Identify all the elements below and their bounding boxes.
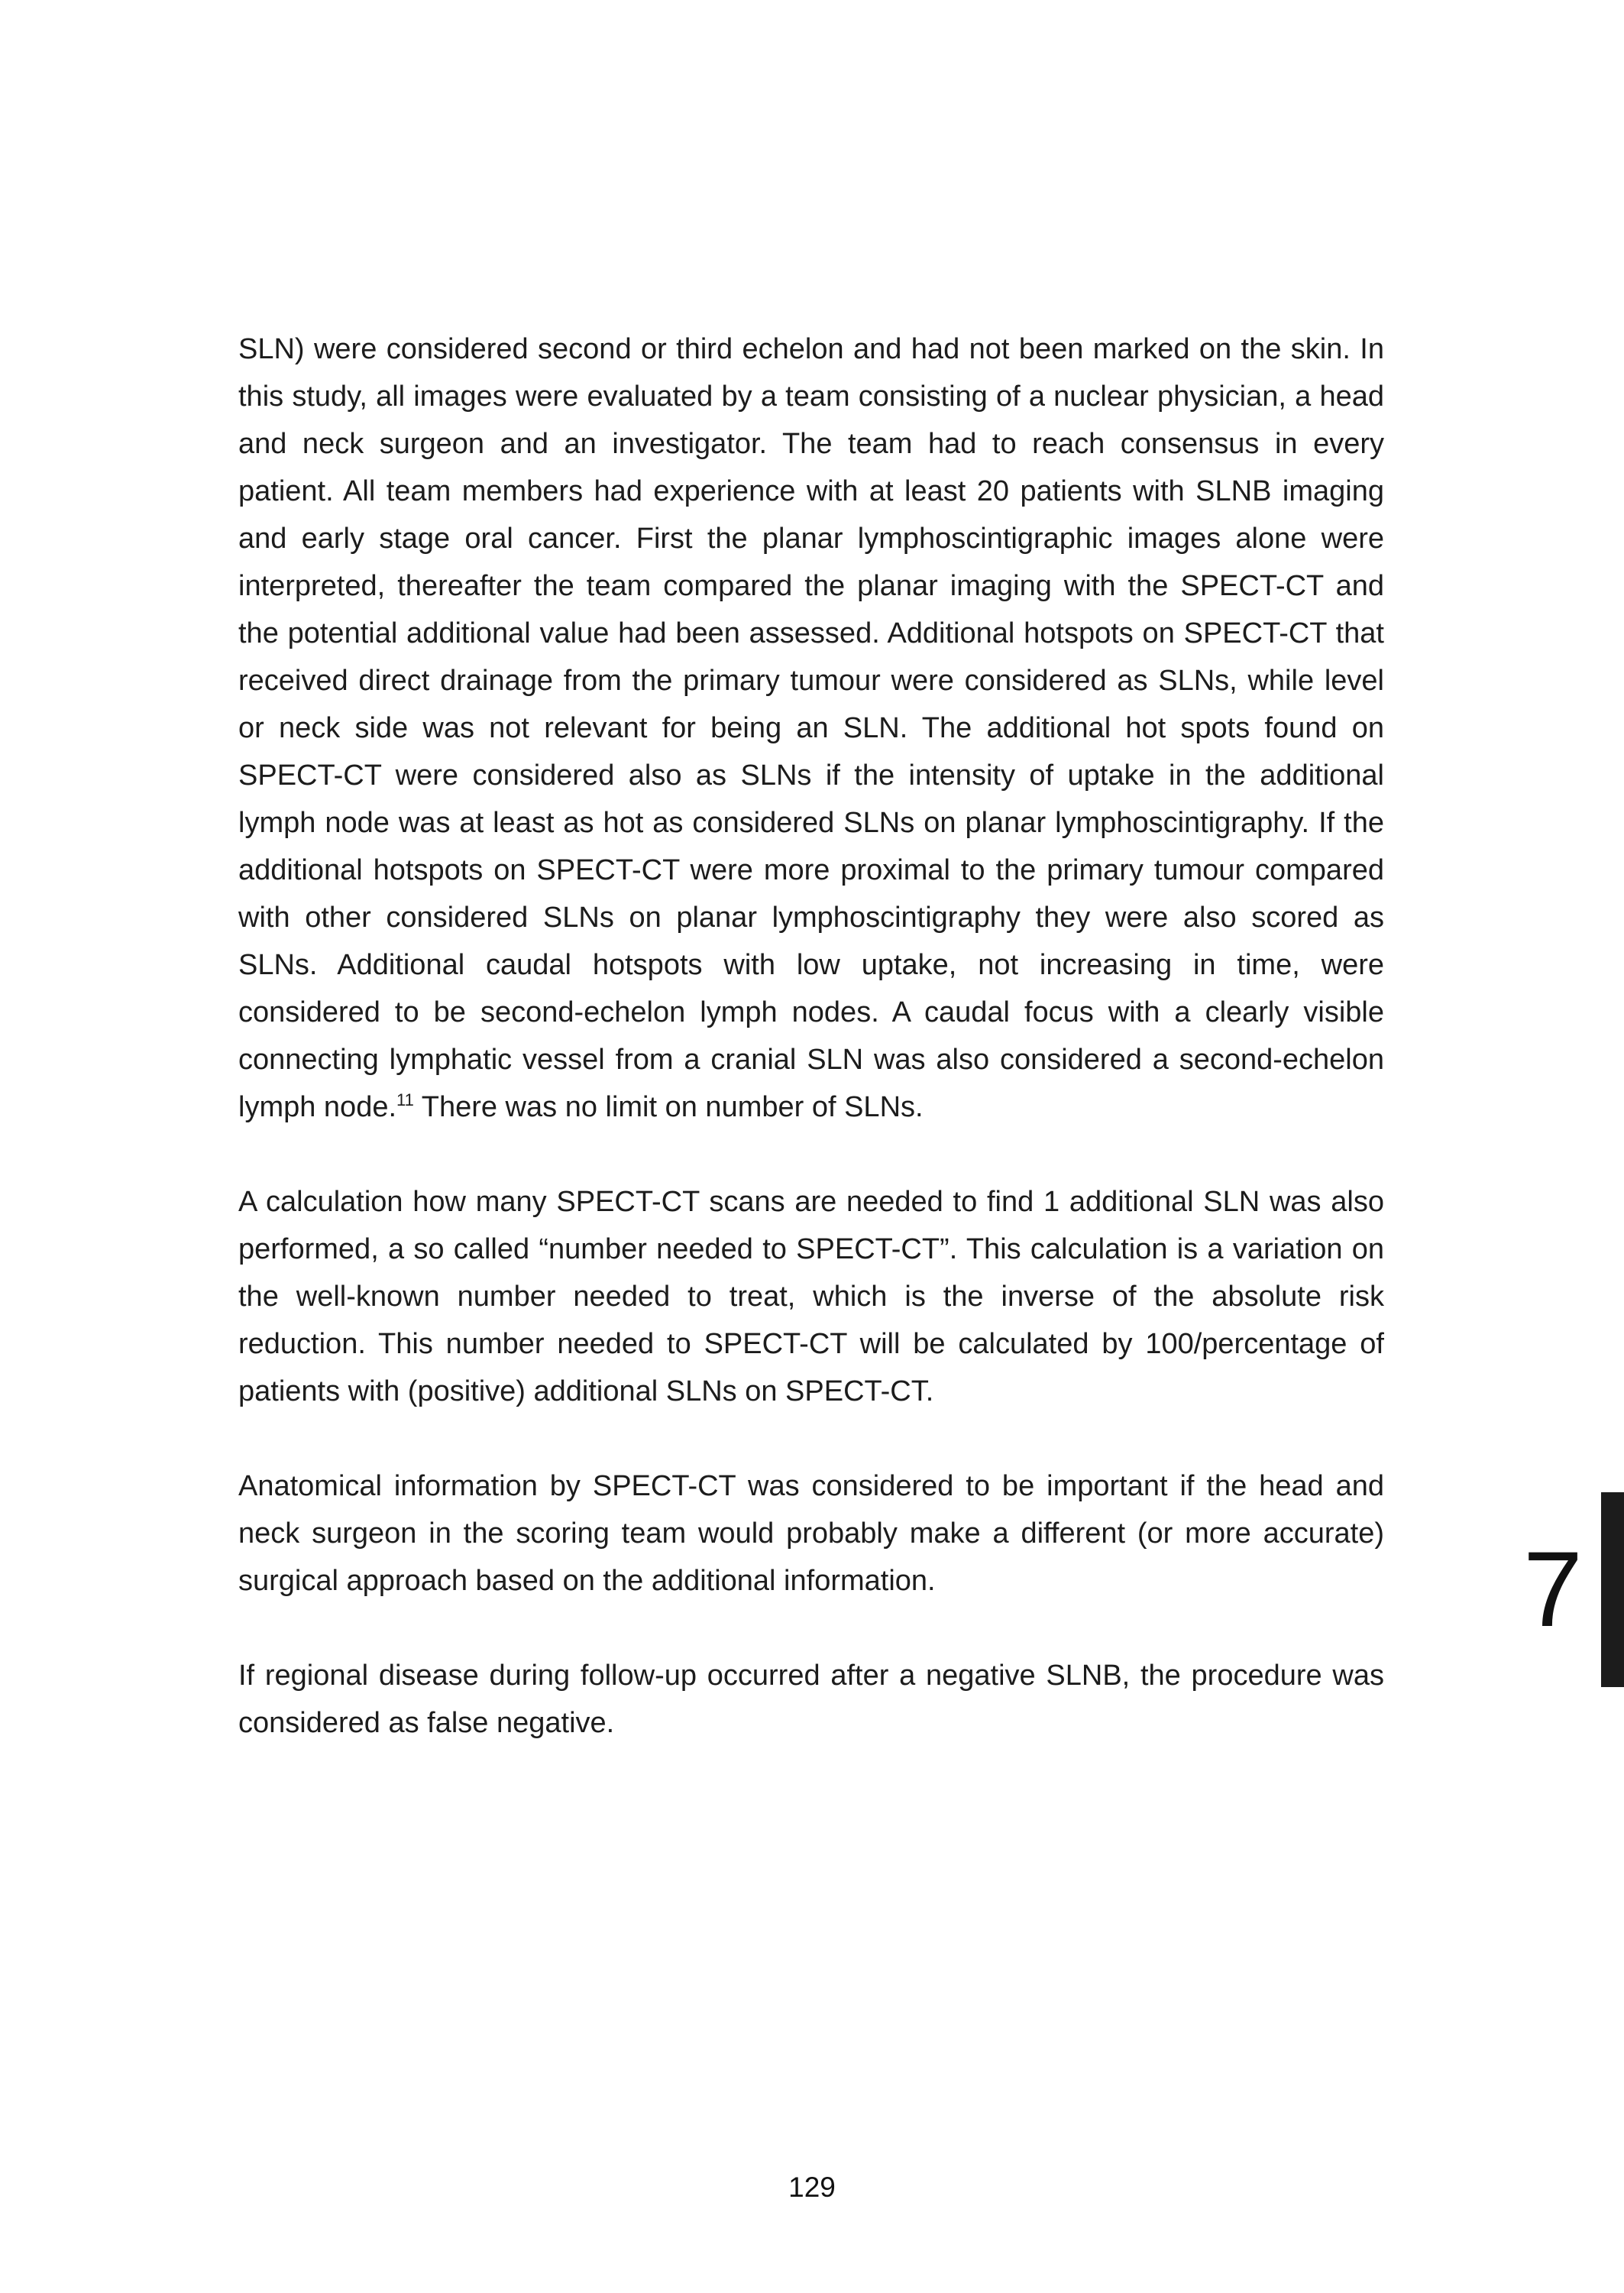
paragraph-text: SLN) were considered second or third echelon and had not been marked on the skin. In this study, all images were evaluated by a team consisting of a nuclear physician, a head and neck surgeon and an investigator. The team had to reach consensus in every patient. All team members had experience with at least 20 patients with SLNB imaging and early stage oral cancer. First the planar lymphoscintigraphic images alone were interpreted, thereafter the team compared the planar imaging with the SPECT-CT and the potential additional value had been assessed. Additional hotspots on SPECT-CT that received direct drainage from the primary tumour were considered as SLNs, while level or neck side was not relevant for being an SLN. The additional hot spots found on SPECT-CT were considered also as SLNs if the intensity of uptake in the additional lymph node was at least as hot as considered SLNs on planar lymphoscintigraphy. If the additional hotspots on SPECT-CT were more proximal to the primary tumour compared with other considered SLNs on planar lymphoscintigraphy they were also scored as SLNs. Additional caudal hotspots with low uptake, not increasing in time, were considered to be second-echelon lymph nodes. A caudal focus with a clearly visible connecting lymphatic vessel from a cranial SLN was also considered a second-echelon lymph node. [238,333,1384,1123]
chapter-number: 7 [1523,1529,1583,1649]
chapter-tab-marker [1601,1492,1624,1687]
body-text [238,325,1384,1747]
reference-superscript: 11 [396,1090,414,1109]
paragraph-false-negative: If regional disease during follow-up occurred after a negative SLNB, the procedure was considered as false negative. [238,1660,1384,1739]
paragraph-sln-evaluation [238,325,1384,1131]
page-number: 129 [788,2172,836,2203]
paragraph-anatomical-information: Anatomical information by SPECT-CT was considered to be important if the head and neck surgeon in the scoring team would probably make a different (or more accurate) surgical approach based on the additional information. [238,1470,1384,1597]
paragraph-text-continued: There was no limit on number of SLNs. [413,1091,924,1123]
paragraph-number-needed: A calculation how many SPECT-CT scans are needed to find 1 additional SLN was also performed, a so called “number needed to SPECT-CT”. This calculation is a variation on the well-known number needed to treat, which is the inverse of the absolute risk reduction. This number needed to SPECT-CT will be calculated by 100/percentage of patients with (positive) additional SLNs on SPECT-CT. [238,1186,1384,1407]
